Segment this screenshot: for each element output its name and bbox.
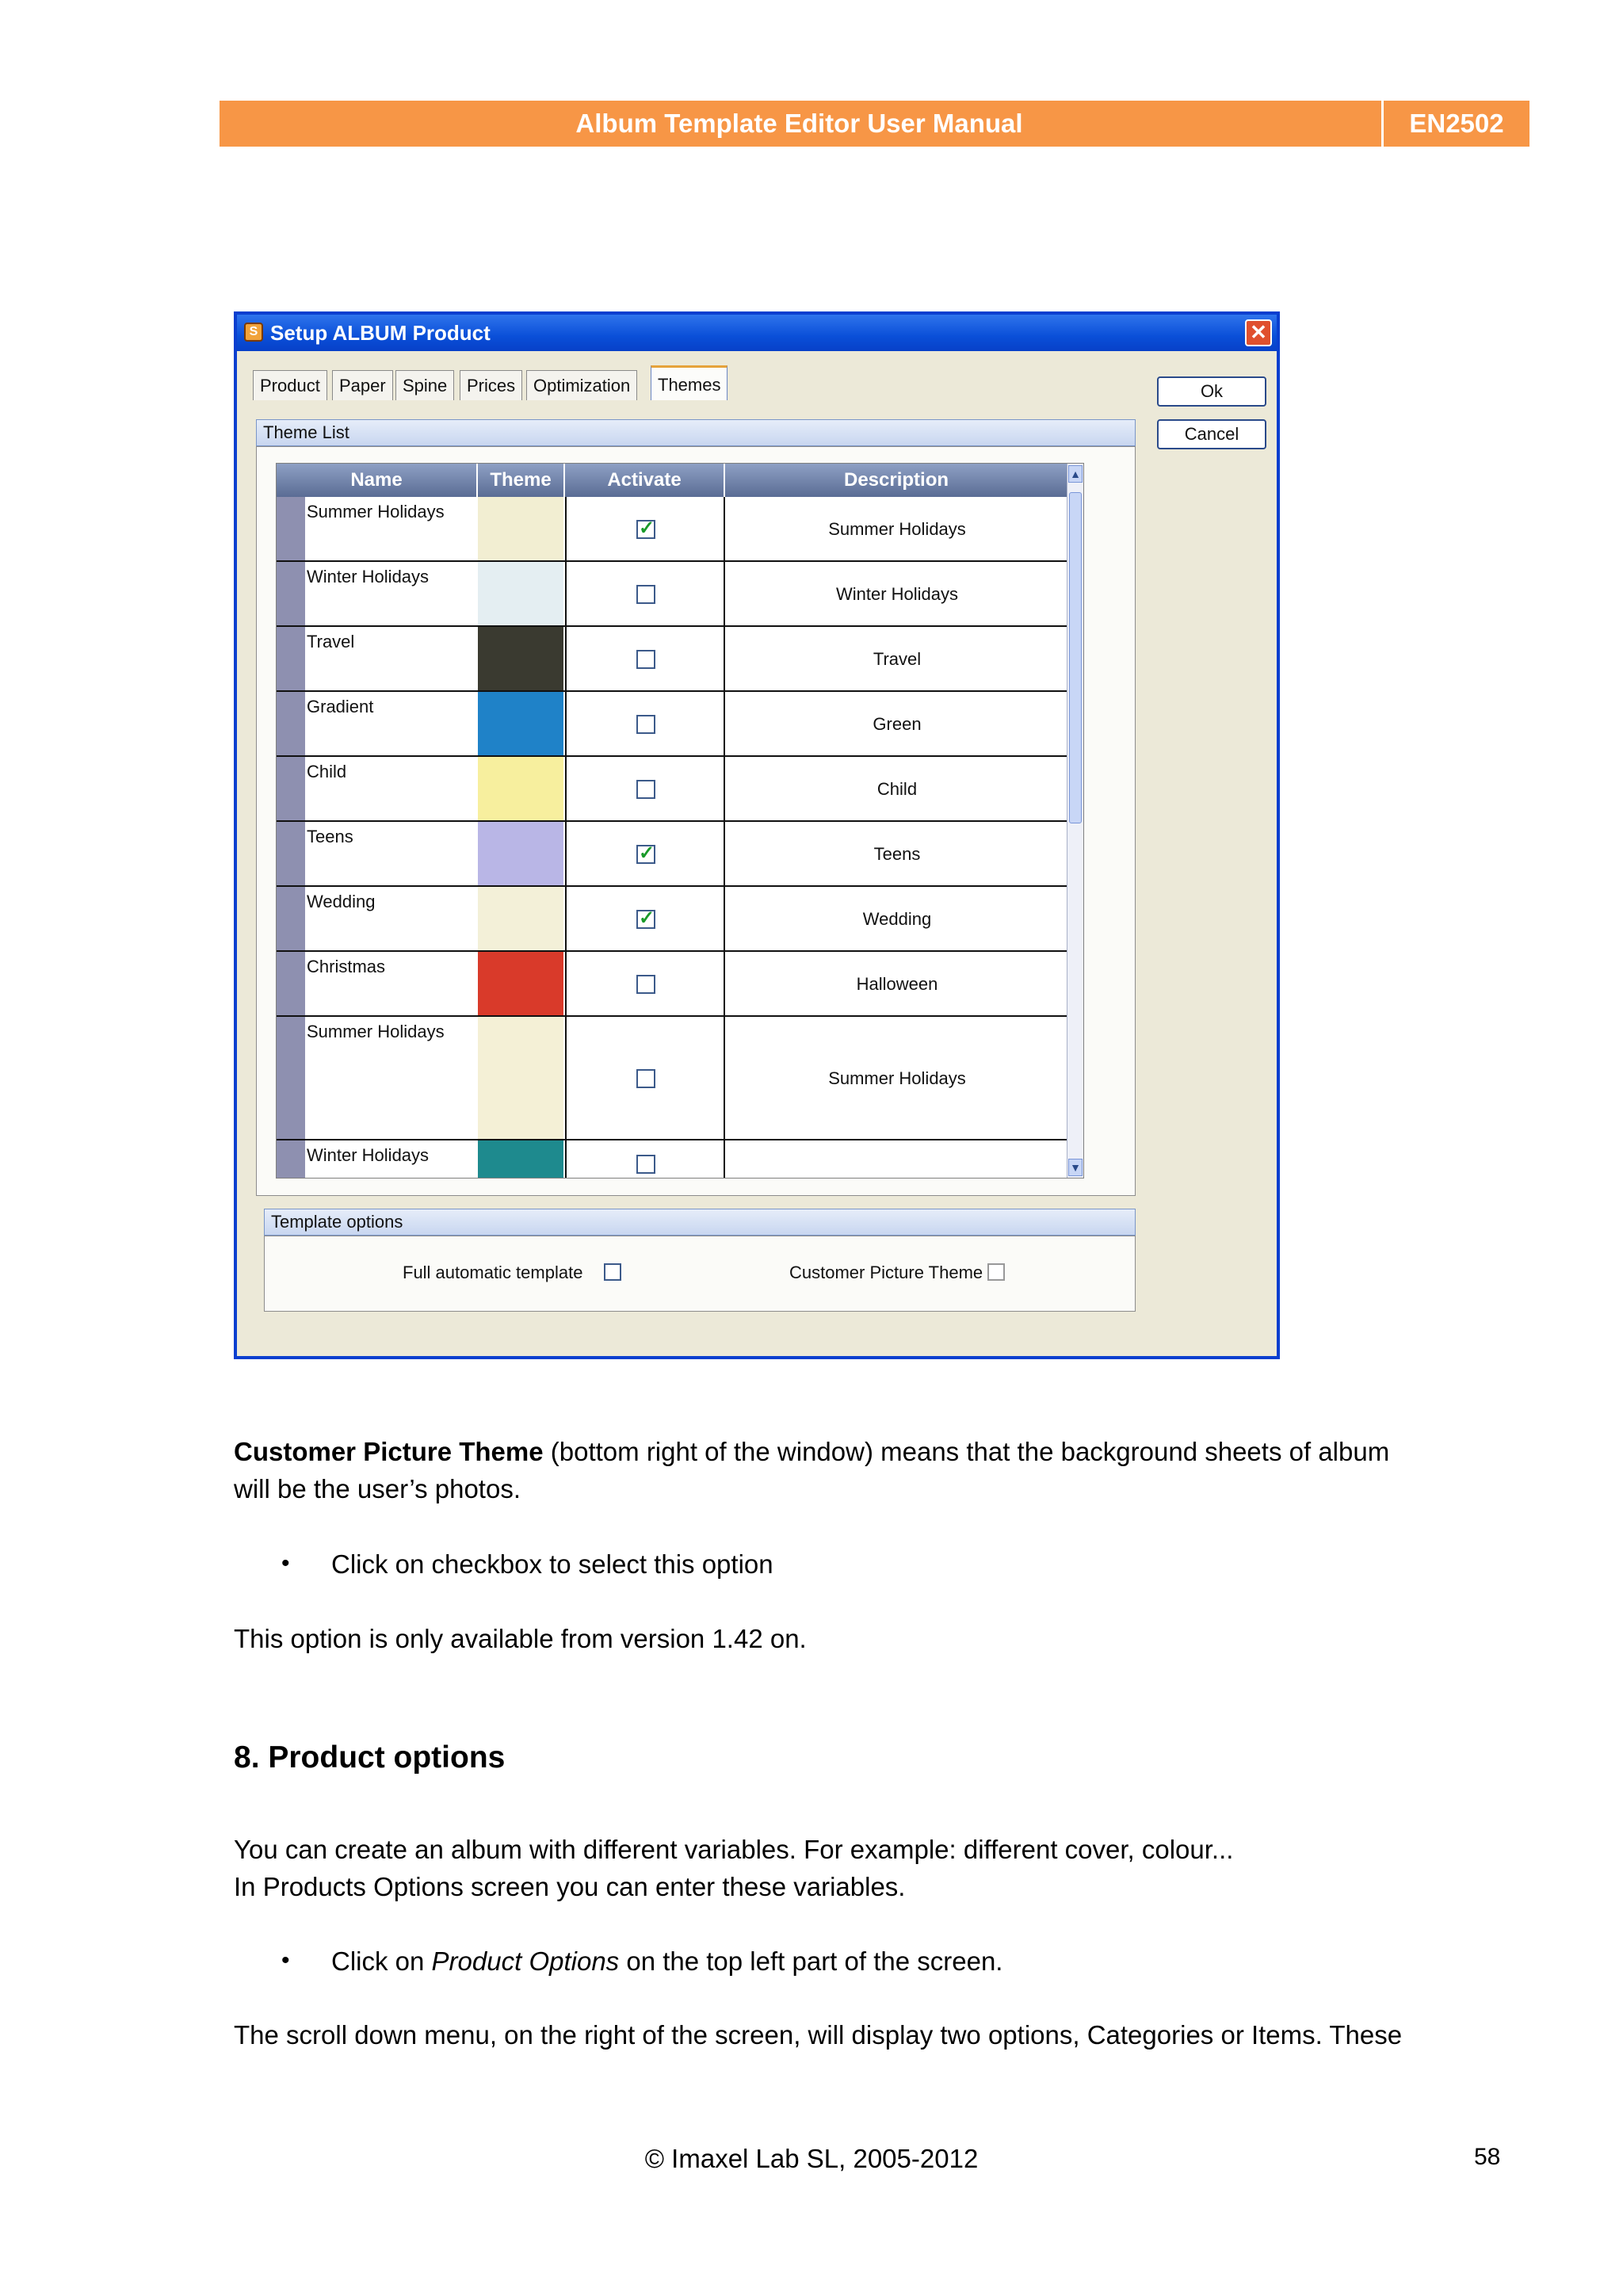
activate-cell xyxy=(565,562,725,625)
activate-cell xyxy=(565,1140,725,1179)
theme-thumbnail xyxy=(478,1140,563,1179)
activate-cell xyxy=(565,497,725,560)
theme-description: Teens xyxy=(873,844,921,864)
tab-product[interactable]: Product xyxy=(253,370,327,400)
row-indicator[interactable] xyxy=(277,562,305,625)
activate-checkbox[interactable] xyxy=(636,780,655,799)
theme-thumbnail xyxy=(478,757,563,820)
row-indicator[interactable] xyxy=(277,692,305,755)
activate-checkbox[interactable] xyxy=(636,845,655,864)
window-title: Setup ALBUM Product xyxy=(270,321,491,345)
page-number: 58 xyxy=(1474,2144,1501,2170)
product-options-term: Product Options xyxy=(431,1946,620,1976)
activate-checkbox[interactable] xyxy=(636,1155,655,1174)
table-row[interactable] xyxy=(277,757,1069,822)
row-indicator[interactable] xyxy=(277,627,305,690)
activate-cell xyxy=(565,757,725,820)
table-row[interactable] xyxy=(277,497,1069,562)
customer-picture-theme-checkbox[interactable] xyxy=(987,1263,1005,1281)
activate-cell xyxy=(565,1017,725,1139)
theme-thumbnail xyxy=(478,562,563,625)
theme-name: Summer Holidays xyxy=(307,502,445,521)
row-indicator[interactable] xyxy=(277,757,305,820)
theme-description: Halloween xyxy=(856,974,938,994)
activate-checkbox[interactable] xyxy=(636,520,655,539)
activate-checkbox[interactable] xyxy=(636,1069,655,1088)
theme-name: Summer Holidays xyxy=(307,1022,445,1041)
activate-cell xyxy=(565,952,725,1015)
theme-thumbnail xyxy=(478,1017,563,1139)
row-indicator[interactable] xyxy=(277,1140,305,1179)
template-options-panel xyxy=(264,1236,1136,1312)
column-description[interactable]: Description xyxy=(725,464,1069,497)
theme-grid xyxy=(276,463,1084,1179)
ok-button[interactable]: Ok xyxy=(1157,376,1266,407)
bullet-product-options-instruction xyxy=(331,1946,1002,1977)
theme-thumbnail xyxy=(478,627,563,690)
activate-cell xyxy=(565,822,725,885)
table-row[interactable] xyxy=(277,692,1069,757)
template-options-header: Template options xyxy=(264,1209,1136,1236)
table-row[interactable] xyxy=(277,562,1069,627)
column-name[interactable]: Name xyxy=(277,464,478,497)
cancel-button[interactable]: Cancel xyxy=(1157,419,1266,449)
row-indicator[interactable] xyxy=(277,952,305,1015)
activate-cell xyxy=(565,887,725,950)
copyright-footer: © Imaxel Lab SL, 2005-2012 xyxy=(644,2144,979,2173)
scroll-up-icon[interactable]: ▲ xyxy=(1068,465,1083,483)
tab-optimization[interactable]: Optimization xyxy=(526,370,637,400)
scroll-down-icon[interactable]: ▼ xyxy=(1068,1159,1083,1176)
paragraph-version-note: This option is only available from version 1.42 on. xyxy=(234,1624,807,1653)
theme-name: Christmas xyxy=(307,957,386,976)
theme-description: Wedding xyxy=(862,909,932,929)
theme-name: Winter Holidays xyxy=(307,567,430,586)
setup-album-window xyxy=(234,311,1280,1359)
theme-description: Winter Holidays xyxy=(835,584,959,604)
tab-themes[interactable]: Themes xyxy=(651,365,727,400)
customer-picture-theme-term: Customer Picture Theme xyxy=(234,1437,544,1466)
bullet-icon: • xyxy=(281,1550,290,1576)
theme-thumbnail xyxy=(478,822,563,885)
paragraph-text: (bottom right of the window) means that the background sheets of album xyxy=(543,1437,1390,1466)
row-indicator[interactable] xyxy=(277,497,305,560)
theme-thumbnail xyxy=(478,692,563,755)
table-row[interactable] xyxy=(277,1017,1069,1140)
column-theme[interactable]: Theme xyxy=(478,464,565,497)
customer-picture-theme-label: Customer Picture Theme xyxy=(789,1263,983,1282)
bullet-text: Click on xyxy=(331,1946,432,1976)
activate-checkbox[interactable] xyxy=(636,715,655,734)
window-title-bar xyxy=(237,315,1277,351)
table-row[interactable] xyxy=(277,887,1069,952)
theme-thumbnail xyxy=(478,887,563,950)
activate-checkbox[interactable] xyxy=(636,975,655,994)
theme-name: Gradient xyxy=(307,697,374,716)
page-header xyxy=(220,101,1529,147)
paragraph-line: will be the user’s photos. xyxy=(234,1474,521,1503)
bullet-checkbox-instruction: Click on checkbox to select this option xyxy=(331,1549,773,1579)
activate-cell xyxy=(565,627,725,690)
table-row[interactable] xyxy=(277,627,1069,692)
scroll-thumb[interactable] xyxy=(1069,492,1082,823)
theme-name: Child xyxy=(307,762,347,781)
theme-thumbnail xyxy=(478,497,563,560)
theme-name: Winter Holidays xyxy=(307,1145,430,1165)
bullet-icon: • xyxy=(281,1947,290,1973)
theme-name: Travel xyxy=(307,632,355,651)
row-indicator[interactable] xyxy=(277,1017,305,1139)
column-activate[interactable]: Activate xyxy=(565,464,725,497)
paragraph-product-options-line2: In Products Options screen you can enter these variables. xyxy=(234,1872,906,1901)
theme-list-header: Theme List xyxy=(256,419,1136,446)
app-icon: S xyxy=(244,323,263,342)
full-automatic-template-checkbox[interactable] xyxy=(604,1263,621,1281)
row-indicator[interactable] xyxy=(277,887,305,950)
theme-description: Child xyxy=(876,779,918,799)
theme-description xyxy=(725,1140,1069,1179)
theme-thumbnail xyxy=(478,952,563,1015)
close-icon[interactable]: ✕ xyxy=(1245,319,1272,346)
theme-list-panel xyxy=(256,446,1136,1196)
theme-description: Green xyxy=(873,714,922,734)
table-row[interactable] xyxy=(277,952,1069,1017)
vertical-scrollbar[interactable] xyxy=(1067,464,1083,1178)
tab-spine[interactable]: Spine xyxy=(395,370,454,400)
manual-title: Album Template Editor User Manual xyxy=(575,109,1023,138)
bullet-text: on the top left part of the screen. xyxy=(619,1946,1003,1976)
tab-prices[interactable]: Prices xyxy=(460,370,522,400)
activate-checkbox[interactable] xyxy=(636,650,655,669)
theme-description: Travel xyxy=(873,649,922,669)
paragraph-product-options: You can create an album with different variables. For example: different cover, colour... xyxy=(234,1835,1234,1864)
theme-name: Teens xyxy=(307,827,353,846)
document-code: EN2502 xyxy=(1409,109,1504,138)
tab-paper[interactable]: Paper xyxy=(332,370,393,400)
activate-cell xyxy=(565,692,725,755)
row-indicator[interactable] xyxy=(277,822,305,885)
table-row[interactable] xyxy=(277,1140,1069,1179)
theme-name: Wedding xyxy=(307,892,376,911)
section-heading: 8. Product options xyxy=(234,1740,506,1775)
theme-description: Summer Holidays xyxy=(828,1068,966,1088)
full-automatic-template-label: Full automatic template xyxy=(403,1263,583,1282)
activate-checkbox[interactable] xyxy=(636,585,655,604)
paragraph-scroll-menu: The scroll down menu, on the right of the screen, will display two options, Categories or Items. These xyxy=(234,2020,1403,2050)
paragraph-customer-theme xyxy=(234,1437,1389,1467)
theme-description: Summer Holidays xyxy=(828,519,966,539)
table-row[interactable] xyxy=(277,822,1069,887)
activate-checkbox[interactable] xyxy=(636,910,655,929)
